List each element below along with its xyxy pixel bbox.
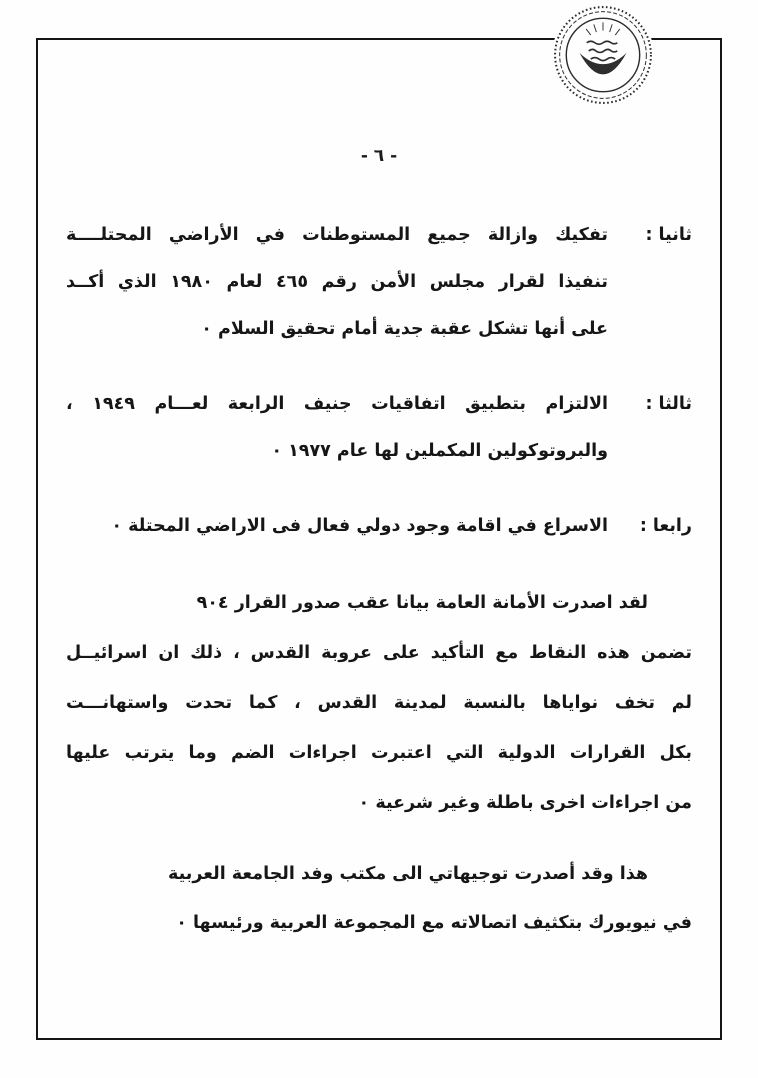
paragraph-directives — [66, 850, 692, 948]
paragraph-statement — [66, 578, 692, 828]
item-text-line: تفكيك وازالة جميع المستوطنات في الأراضي المحتلــــة — [66, 225, 608, 245]
item-text-line: والبروتوكولين المكملين لها عام ١٩٧٧ ٠ — [271, 441, 608, 461]
paragraph-line: في نيويورك بتكثيف اتصالاته مع المجموعة العربية ورئيسها ٠ — [176, 913, 692, 933]
item-text-line: الالتزام بتطبيق اتفاقيات جنيف الرابعة لعـــام ١٩٤٩ ، — [66, 394, 609, 414]
paragraph-line: هذا وقد أصدرت توجيهاتي الى مكتب وفد الجامعة العربية — [168, 864, 648, 884]
item-label: ثالثا : — [645, 394, 692, 414]
item-text-line: الاسراع في اقامة وجود دولي فعال فى الاراضي المحتلة ٠ — [111, 516, 608, 536]
document-content — [66, 146, 692, 970]
item-label: رابعا : — [639, 516, 692, 536]
item-label: ثانيا : — [645, 225, 692, 245]
item-text-line: على أنها تشكل عقبة جدية أمام تحقيق السلام ٠ — [201, 319, 608, 339]
list-item-fourth — [66, 503, 692, 550]
item-body — [66, 212, 608, 353]
page-number: - ٦ - — [360, 146, 398, 166]
list-item-third — [66, 381, 692, 475]
item-body — [66, 503, 608, 550]
item-body — [66, 381, 608, 475]
paragraph-line: بكل القرارات الدولية التي اعتبرت اجراءات الضم وما يترتب عليها — [66, 743, 692, 763]
paragraph-line: تضمن هذه النقاط مع التأكيد على عروبة القدس ، ذلك ان اسرائيــل — [66, 643, 692, 663]
paragraph-line: من اجراءات اخرى باطلة وغير شرعية ٠ — [358, 793, 692, 813]
paragraph-line: لقد اصدرت الأمانة العامة بيانا عقب صدور القرار ٩٠٤ — [196, 593, 648, 613]
seal-icon — [552, 4, 654, 106]
paragraph-line: لم تخف نواياها بالنسبة لمدينة القدس ، كما تحدت واستهانـــت — [66, 693, 692, 713]
league-emblem — [552, 4, 654, 106]
item-text-line: تنفيذا لقرار مجلس الأمن رقم ٤٦٥ لعام ١٩٨٠ الذي أكــد — [66, 272, 608, 292]
list-item-second — [66, 212, 692, 353]
